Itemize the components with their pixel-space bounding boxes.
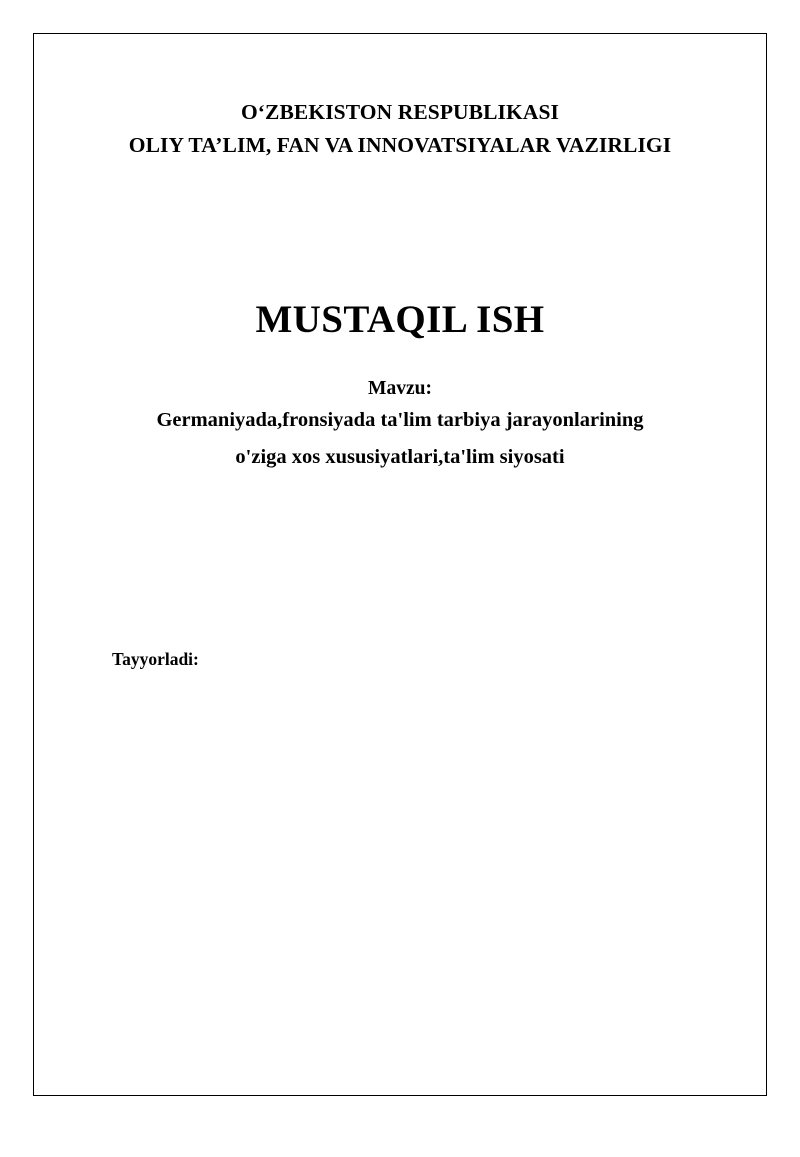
document-page [33, 33, 767, 1096]
subject-line-2: o'ziga xos xususiyatlari,ta'lim siyosati [235, 445, 565, 468]
organization-line-2: OLIY TA’LIM, FAN VA INNOVATSIYALAR VAZIRLIGI [128, 132, 672, 157]
page-content [34, 96, 766, 1157]
author-label: Tayyorladi: [112, 649, 199, 670]
subject-label: Mavzu: [368, 378, 432, 400]
organization-line-1: O‘ZBEKISTON RESPUBLIKASI [240, 100, 560, 124]
author-block [86, 649, 714, 670]
organization-header [86, 96, 714, 161]
subject-line-1: Germaniyada,fronsiyada ta'lim tarbiya jarayonlarining [156, 409, 644, 432]
page-title: MUSTAQIL ISH [255, 298, 545, 342]
